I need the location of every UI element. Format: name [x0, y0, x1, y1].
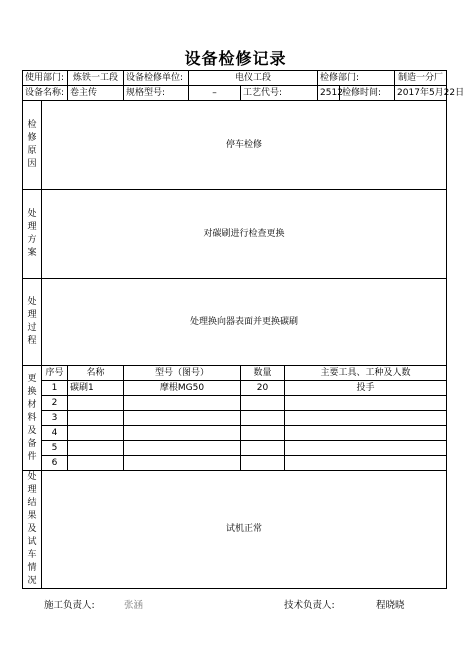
row-qty	[241, 426, 285, 441]
tech-lead-label: 技术负责人:	[284, 600, 335, 611]
row-model	[124, 411, 241, 426]
row-qty	[241, 441, 285, 456]
repair-time-label: 检修时间:	[340, 86, 395, 101]
maintenance-record-form	[22, 70, 465, 589]
table-row	[23, 396, 447, 411]
row-seq: 2	[42, 396, 68, 411]
repair-dept-label: 检修部门:	[318, 71, 395, 86]
row-tools	[285, 456, 447, 471]
reason-label: 检 修 原 因	[23, 101, 42, 190]
plan-row	[23, 190, 447, 279]
row-name	[68, 426, 124, 441]
process-row	[23, 279, 447, 366]
row-model	[124, 456, 241, 471]
table-row	[23, 381, 447, 396]
row-model	[124, 441, 241, 456]
row-qty	[241, 411, 285, 426]
row-seq: 5	[42, 441, 68, 456]
row-name	[68, 411, 124, 426]
model-label: 规格型号:	[124, 86, 189, 101]
row-tools	[285, 411, 447, 426]
row-tools	[285, 426, 447, 441]
reason-content: 停车检修	[42, 101, 447, 190]
unit-label: 设备检修单位:	[124, 71, 189, 86]
row-name	[68, 456, 124, 471]
row-tools: 投手	[285, 381, 447, 396]
col-header-qty: 数量	[241, 366, 285, 381]
tech-lead-value: 程晓晓	[376, 600, 405, 611]
plan-content: 对碳刷进行检查更换	[42, 190, 447, 279]
model-value: –	[189, 86, 241, 101]
equipment-name-value: 卷主传	[68, 86, 124, 101]
row-qty	[241, 396, 285, 411]
header-row-2	[23, 86, 447, 101]
row-seq: 6	[42, 456, 68, 471]
row-name	[68, 396, 124, 411]
row-seq: 1	[42, 381, 68, 396]
row-tools	[285, 396, 447, 411]
row-model: 摩根MG50	[124, 381, 241, 396]
dept-value: 炼铁一工段	[68, 71, 124, 86]
page-title: 设备检修记录	[184, 49, 287, 68]
result-row	[23, 471, 447, 589]
table-row	[23, 411, 447, 426]
plan-label: 处 理 方 案	[23, 190, 42, 279]
row-tools	[285, 441, 447, 456]
row-name	[68, 441, 124, 456]
dept-label: 使用部门:	[23, 71, 68, 86]
table-row	[23, 426, 447, 441]
row-qty: 20	[241, 381, 285, 396]
unit-value: 电仪工段	[189, 71, 318, 86]
row-model	[124, 426, 241, 441]
process-label: 处 理 过 程	[23, 279, 42, 366]
header-row-1	[23, 71, 447, 86]
col-header-model: 型号（图号）	[124, 366, 241, 381]
row-model	[124, 396, 241, 411]
materials-header-row	[23, 366, 447, 381]
row-name: 碳刷1	[68, 381, 124, 396]
equipment-name-label: 设备名称:	[23, 86, 68, 101]
row-qty	[241, 456, 285, 471]
result-content: 试机正常	[42, 471, 447, 589]
col-header-name: 名称	[68, 366, 124, 381]
row-seq: 4	[42, 426, 68, 441]
table-row	[23, 456, 447, 471]
col-header-seq: 序号	[42, 366, 68, 381]
col-header-tools: 主要工具、工种及人数	[285, 366, 447, 381]
process-content: 处理换向器表面并更换碳刷	[42, 279, 447, 366]
process-code-value: 2512	[318, 86, 340, 101]
table-row	[23, 441, 447, 456]
construction-lead-label: 施工负责人:	[44, 600, 95, 611]
repair-time-value: 2017年5月22日	[395, 86, 447, 101]
reason-row	[23, 101, 447, 190]
row-seq: 3	[42, 411, 68, 426]
materials-label: 更 换 材 料 及 备 件	[23, 366, 42, 471]
repair-dept-value: 制造一分厂	[395, 71, 447, 86]
result-label: 处 理 结 果 及 试 车 情 况	[23, 471, 42, 589]
process-code-label: 工艺代号:	[241, 86, 318, 101]
construction-lead-value: 张涵	[124, 600, 144, 611]
